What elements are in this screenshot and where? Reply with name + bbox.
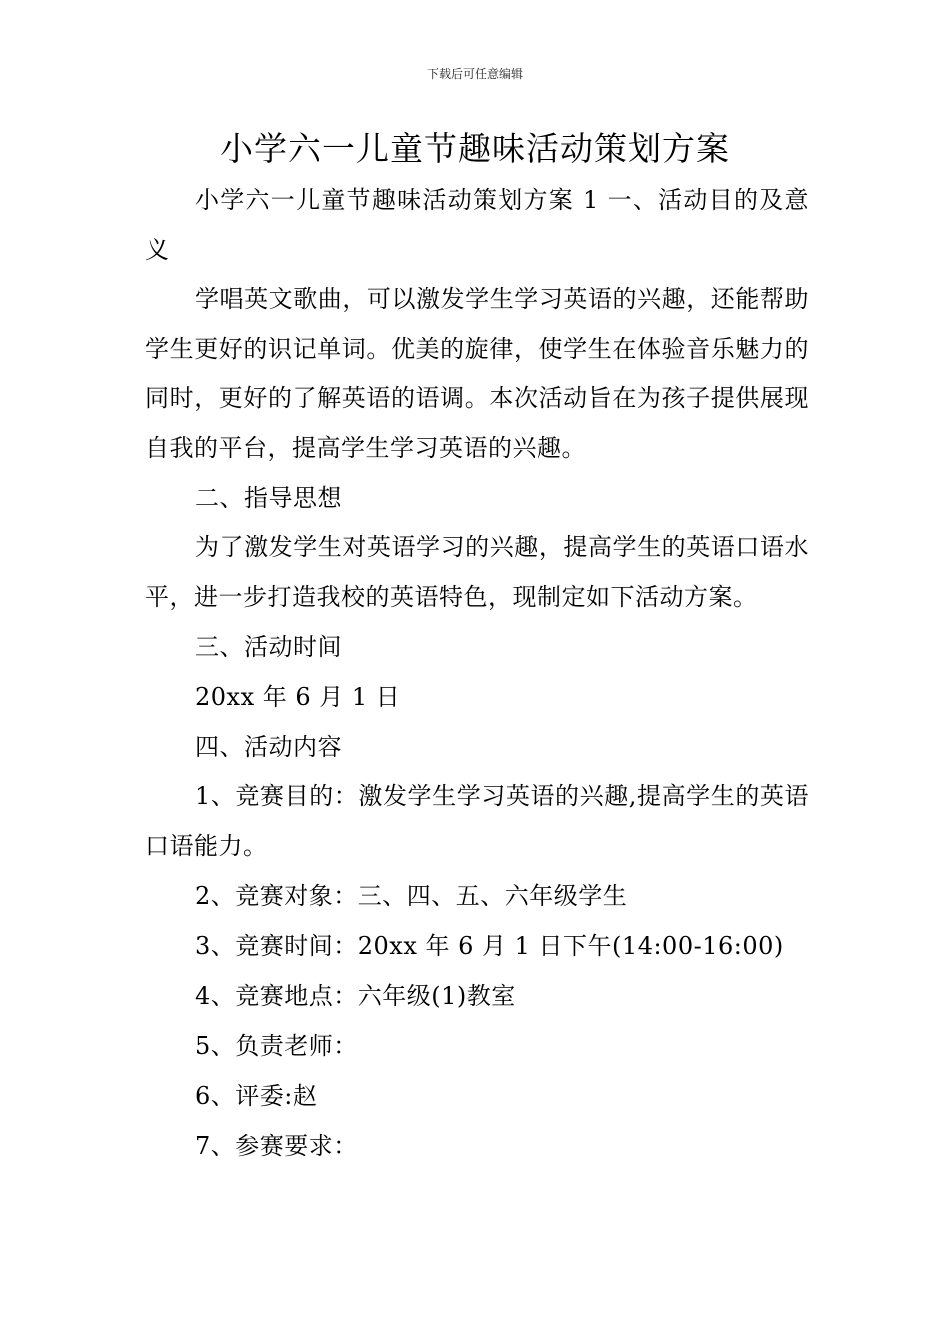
list-item-participants: 2、竞赛对象：三、四、五、六年级学生 xyxy=(195,882,628,910)
paragraph-activity-date: 20xx 年 6 月 1 日 xyxy=(195,683,401,711)
list-item-goal: 1、竞赛目的：激发学生学习英语的兴趣,提高学生的英语口语能力。 xyxy=(145,782,809,860)
document-title: 小学六一儿童节趣味活动策划方案 xyxy=(220,129,730,168)
document-body xyxy=(145,176,809,1171)
header-note: 下载后可任意编辑 xyxy=(426,67,523,81)
paragraph-intro: 小学六一儿童节趣味活动策划方案 1 一、活动目的及意义 xyxy=(145,186,809,264)
list-item-requirements: 7、参赛要求： xyxy=(195,1132,358,1160)
paragraph-purpose: 学唱英文歌曲，可以激发学生学习英语的兴趣，还能帮助学生更好的识记单词。优美的旋律，使学生在体验音乐魅力的同时，更好的了解英语的语调。本次活动旨在为孩子提供展现自我的平台，提高学生学习英语的兴趣。 xyxy=(145,285,809,462)
list-item-location: 4、竞赛地点：六年级(1)教室 xyxy=(195,982,516,1010)
heading-activity-time: 三、活动时间 xyxy=(195,633,342,661)
list-item-time: 3、竞赛时间：20xx 年 6 月 1 日下午(14:00-16:00) xyxy=(195,932,784,960)
heading-activity-content: 四、活动内容 xyxy=(195,733,342,761)
paragraph-guiding-idea: 为了激发学生对英语学习的兴趣，提高学生的英语口语水平，进一步打造我校的英语特色，现制定如下活动方案。 xyxy=(145,533,809,611)
heading-guiding-idea: 二、指导思想 xyxy=(195,484,342,512)
list-item-judges: 6、评委:赵 xyxy=(195,1082,318,1110)
list-item-teacher: 5、负责老师： xyxy=(195,1032,358,1060)
